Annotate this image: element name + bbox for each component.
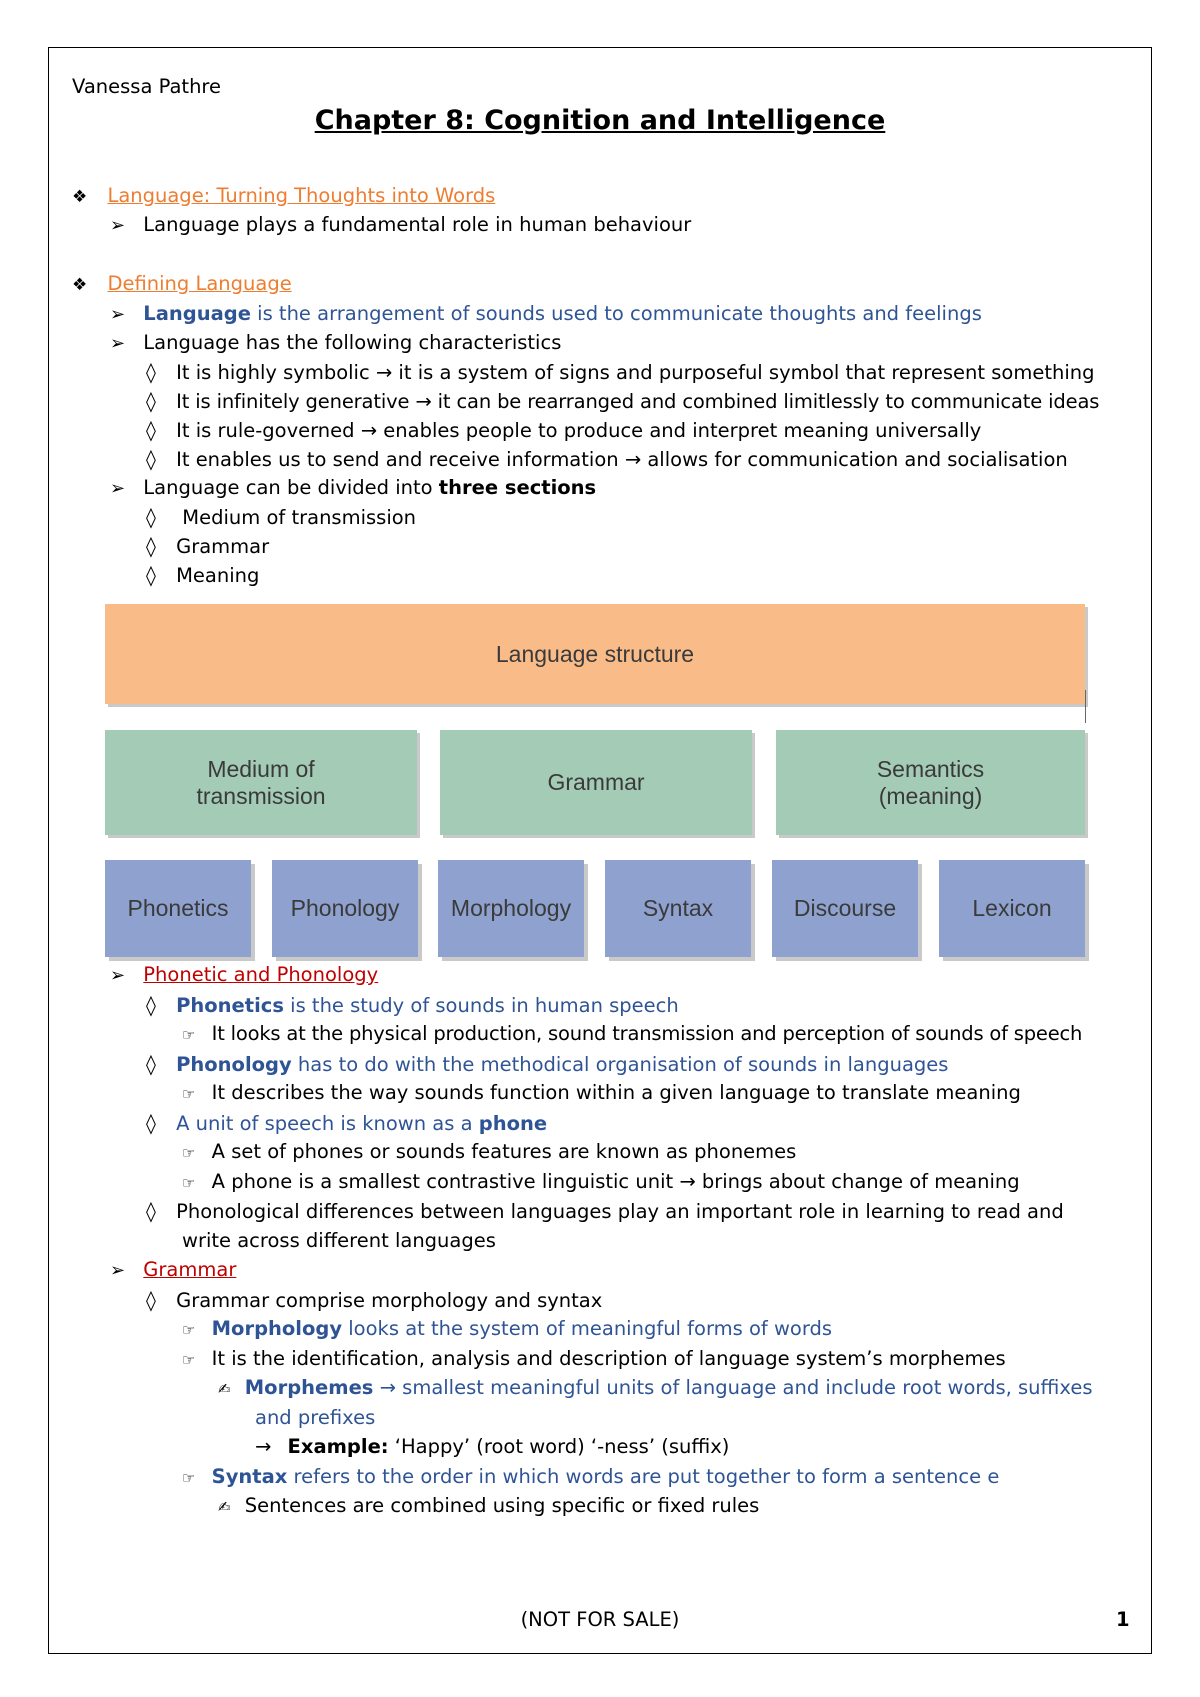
diagram-mid-box-grammar: Grammar <box>440 730 752 835</box>
definition: is the study of sounds in human speech <box>283 994 679 1017</box>
subsection-heading-grammar <box>110 1256 236 1285</box>
item-text: Grammar <box>176 535 270 558</box>
term: Phonetics <box>176 994 284 1017</box>
item-text: Language plays a fundamental role in human behaviour <box>143 213 692 236</box>
lozenge-bullet-icon: ◊ <box>146 1288 156 1312</box>
item-text: It is highly symbolic → it is a system of signs and purposeful symbol that represent something <box>176 361 1095 384</box>
subsection-heading-phonetic <box>110 961 378 990</box>
diagram-box-phonology: Phonology <box>272 860 418 957</box>
item-text: A phone is a smallest contrastive linguistic unit → brings about change of meaning <box>211 1170 1020 1193</box>
heading-text: Defining Language <box>107 272 292 295</box>
sub-item <box>146 358 1095 387</box>
pointing-hand-icon: ☞ <box>182 1144 196 1162</box>
sub-sub-item <box>182 1079 1021 1108</box>
list-item <box>110 329 561 358</box>
definition: refers to the order in which words are put together to form a sentence e <box>287 1465 1000 1488</box>
lozenge-bullet-icon: ◊ <box>146 389 156 413</box>
lozenge-bullet-icon: ◊ <box>146 418 156 442</box>
lozenge-bullet-icon: ◊ <box>146 360 156 384</box>
item-text: Phonological differences between languages play an important role in learning to read and <box>176 1200 1064 1223</box>
term: Language <box>143 302 251 325</box>
item-text: It is rule-governed → enables people to produce and interpret meaning universally <box>176 419 982 442</box>
item-text: Medium of transmission <box>176 506 417 529</box>
list-item <box>110 300 982 329</box>
pointing-hand-icon: ☞ <box>182 1026 196 1044</box>
item-text: Grammar comprise morphology and syntax <box>176 1289 603 1312</box>
list-item <box>110 211 691 240</box>
item-text: Language can be divided into <box>143 476 439 499</box>
sub-item <box>146 1286 602 1315</box>
definition: → smallest meaningful units of language and include root words, suffixes <box>373 1376 1093 1399</box>
pointing-hand-icon: ☞ <box>182 1351 196 1369</box>
emphasis: three sections <box>438 476 597 499</box>
level4-continuation: and prefixes <box>255 1406 376 1429</box>
sub-sub-item <box>182 1315 832 1344</box>
sub-item <box>146 561 259 590</box>
definition: looks at the system of meaningful forms of words <box>342 1317 833 1340</box>
section-heading-defining <box>72 270 292 299</box>
lozenge-bullet-icon: ◊ <box>146 993 156 1017</box>
item-text: Language has the following characteristics <box>143 331 562 354</box>
term: Morphemes <box>244 1376 374 1399</box>
sub-item <box>146 532 269 561</box>
example-label: Example: <box>287 1435 389 1458</box>
heading-text: Phonetic and Phonology <box>143 963 379 986</box>
definition: is the arrangement of sounds used to communicate thoughts and feelings <box>250 302 982 325</box>
lozenge-bullet-icon: ◊ <box>146 447 156 471</box>
diagram-top-box: Language structure <box>105 604 1085 704</box>
diamond-bullet-icon: ❖ <box>72 275 88 295</box>
sub-item <box>146 445 1068 474</box>
term: Phonology <box>176 1053 292 1076</box>
arrowhead-bullet-icon: ➢ <box>110 304 126 325</box>
diagram-mid-box-semantics: Semantics (meaning) <box>776 730 1085 835</box>
lozenge-bullet-icon: ◊ <box>146 1111 156 1135</box>
item-text: Sentences are combined using specific or fixed rules <box>244 1494 760 1517</box>
right-arrow-icon: → <box>255 1435 272 1458</box>
diagram-edge-line <box>1085 690 1086 723</box>
diagram-box-discourse: Discourse <box>772 860 918 957</box>
diagram-mid-box-medium: Medium of transmission <box>105 730 417 835</box>
lozenge-bullet-icon: ◊ <box>146 1199 156 1223</box>
sub-item <box>146 503 416 532</box>
item-text: Meaning <box>176 564 260 587</box>
arrowhead-bullet-icon: ➢ <box>110 1260 126 1281</box>
arrowhead-bullet-icon: ➢ <box>110 478 126 499</box>
lozenge-bullet-icon: ◊ <box>146 563 156 587</box>
example-item <box>255 1433 729 1461</box>
writing-hand-icon: ✍ <box>218 1498 231 1516</box>
sub-sub-item <box>182 1168 1020 1197</box>
item-text: It enables us to send and receive information → allows for communication and socialisation <box>176 448 1068 471</box>
diamond-bullet-icon: ❖ <box>72 187 88 207</box>
item-text: A set of phones or sounds features are known as phonemes <box>211 1140 797 1163</box>
lozenge-bullet-icon: ◊ <box>146 1052 156 1076</box>
pointing-hand-icon: ☞ <box>182 1174 196 1192</box>
level4-item <box>218 1492 759 1521</box>
list-item <box>110 474 596 503</box>
diagram-box-morphology: Morphology <box>438 860 584 957</box>
page-number: 1 <box>1116 1608 1130 1631</box>
definition: has to do with the methodical organisation of sounds in languages <box>291 1053 949 1076</box>
term: Morphology <box>211 1317 343 1340</box>
sub-item <box>146 416 981 445</box>
diagram-box-phonetics: Phonetics <box>105 860 251 957</box>
arrowhead-bullet-icon: ➢ <box>110 215 126 236</box>
term: phone <box>478 1112 548 1135</box>
sub-item-continuation: write across different languages <box>182 1229 496 1252</box>
arrowhead-bullet-icon: ➢ <box>110 333 126 354</box>
arrowhead-bullet-icon: ➢ <box>110 965 126 986</box>
sub-item <box>146 1050 948 1079</box>
item-text: It is the identification, analysis and description of language system’s morphemes <box>211 1347 1006 1370</box>
sub-sub-item <box>182 1020 1082 1049</box>
section-heading-language <box>72 182 495 211</box>
sub-item <box>146 1109 547 1138</box>
heading-text: Grammar <box>143 1258 237 1281</box>
diagram-box-syntax: Syntax <box>605 860 751 957</box>
item-text: It looks at the physical production, sound transmission and perception of sounds of speech <box>211 1022 1083 1045</box>
heading-text: Language: Turning Thoughts into Words <box>107 184 496 207</box>
sub-item <box>146 1197 1064 1226</box>
writing-hand-icon: ✍ <box>218 1380 231 1398</box>
footer-notice: (NOT FOR SALE) <box>520 1608 680 1631</box>
page-title: Chapter 8: Cognition and Intelligence <box>314 105 886 136</box>
diagram-box-lexicon: Lexicon <box>939 860 1085 957</box>
pointing-hand-icon: ☞ <box>182 1469 196 1487</box>
example-text: ‘Happy’ (root word) ‘-ness’ (suffix) <box>388 1435 730 1458</box>
item-text: It is infinitely generative → it can be rearranged and combined limitlessly to communicate ideas <box>176 390 1100 413</box>
sub-item <box>146 991 679 1020</box>
sub-sub-item <box>182 1138 796 1167</box>
level4-item <box>218 1374 1093 1403</box>
term: Syntax <box>211 1465 288 1488</box>
sub-sub-item <box>182 1345 1006 1374</box>
pointing-hand-icon: ☞ <box>182 1321 196 1339</box>
sub-item <box>146 387 1099 416</box>
lozenge-bullet-icon: ◊ <box>146 505 156 529</box>
pointing-hand-icon: ☞ <box>182 1085 196 1103</box>
sub-sub-item <box>182 1463 999 1492</box>
item-text: A unit of speech is known as a <box>176 1112 479 1135</box>
item-text: It describes the way sounds function within a given language to translate meaning <box>211 1081 1021 1104</box>
author-name: Vanessa Pathre <box>72 75 222 98</box>
lozenge-bullet-icon: ◊ <box>146 534 156 558</box>
